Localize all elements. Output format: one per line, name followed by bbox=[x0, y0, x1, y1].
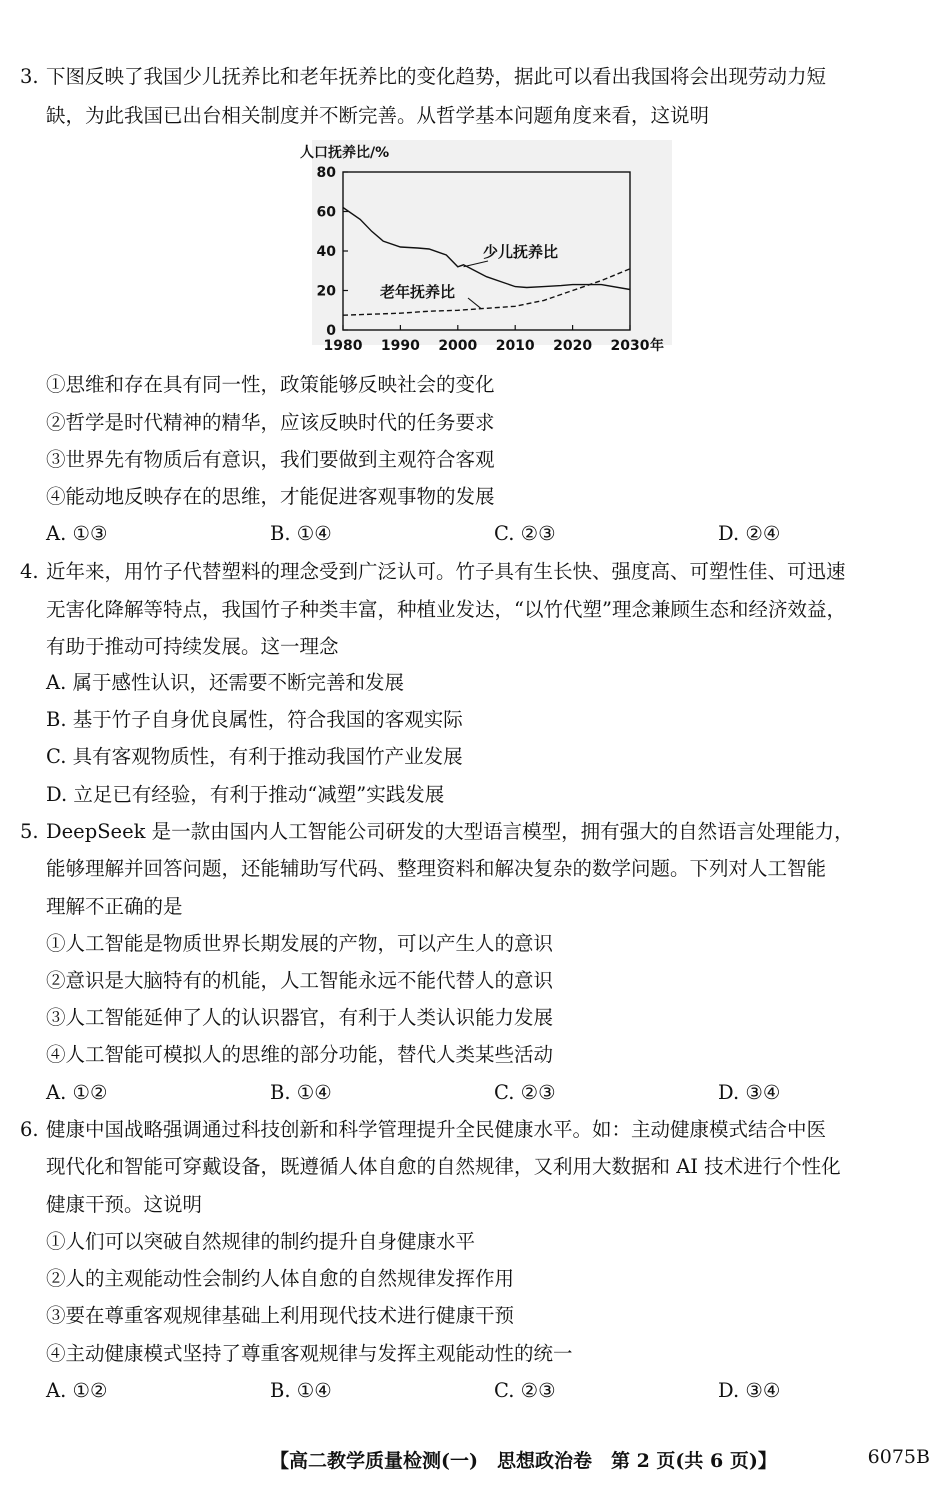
y-tick-label: 0 bbox=[326, 323, 336, 339]
statement-4: ④主动健康模式坚持了尊重客观规律与发挥主观能动性的统一 bbox=[46, 1342, 573, 1365]
statement-2: ②意识是大脑特有的机能，人工智能永远不能代替人的意识 bbox=[46, 969, 554, 992]
chart-svg bbox=[300, 140, 680, 368]
answer-options bbox=[46, 1378, 932, 1404]
option-b[interactable]: B. ①④ bbox=[270, 1379, 332, 1402]
x-tick-label: 1990 bbox=[380, 338, 420, 354]
statement-1: ①思维和存在具有同一性，政策能够反映社会的变化 bbox=[46, 373, 495, 396]
choice-a[interactable]: A. 属于感性认识，还需要不断完善和发展 bbox=[46, 671, 404, 694]
series-annotation-elderly: 老年抚养比 bbox=[380, 283, 456, 301]
option-d[interactable]: D. ③④ bbox=[718, 1081, 781, 1104]
question-stem-line: 近年来，用竹子代替塑料的理念受到广泛认可。竹子具有生长快、强度高、可塑性佳、可迅速 bbox=[46, 560, 846, 583]
answer-options bbox=[46, 521, 932, 547]
x-tick-label: 1980 bbox=[323, 338, 363, 354]
question-stem-line: 健康中国战略强调通过科技创新和科学管理提升全民健康水平。如：主动健康模式结合中医 bbox=[46, 1118, 827, 1141]
statement-1: ①人工智能是物质世界长期发展的产物，可以产生人的意识 bbox=[46, 932, 554, 955]
option-d[interactable]: D. ③④ bbox=[718, 1379, 781, 1402]
question-stem-line: 健康干预。这说明 bbox=[46, 1193, 203, 1216]
choice-d[interactable]: D. 立足已有经验，有利于推动“减塑”实践发展 bbox=[46, 783, 445, 806]
statement-4: ④能动地反映存在的思维，才能促进客观事物的发展 bbox=[46, 485, 495, 508]
footer-code: 6075B bbox=[867, 1446, 930, 1468]
option-a[interactable]: A. ①② bbox=[46, 1379, 108, 1402]
y-tick-label: 80 bbox=[316, 165, 336, 181]
question-number: 3. bbox=[20, 65, 39, 88]
y-tick-label: 20 bbox=[316, 283, 336, 300]
statement-1: ①人们可以突破自然规律的制约提升自身健康水平 bbox=[46, 1230, 476, 1253]
series-annotation-child: 少儿抚养比 bbox=[483, 243, 559, 261]
question-stem-line: 有助于推动可持续发展。这一理念 bbox=[46, 635, 339, 658]
question-stem-line: 现代化和智能可穿戴设备，既遵循人体自愈的自然规律，又利用大数据和 AI 技术进行个性化 bbox=[46, 1155, 841, 1178]
question-stem-line: 缺，为此我国已出台相关制度并不断完善。从哲学基本问题角度来看，这说明 bbox=[46, 104, 710, 127]
dependency-ratio-chart bbox=[300, 140, 680, 368]
option-c[interactable]: C. ②③ bbox=[494, 1379, 556, 1402]
option-c[interactable]: C. ②③ bbox=[494, 1081, 556, 1104]
page-footer bbox=[0, 1446, 950, 1476]
choice-b[interactable]: B. 基于竹子自身优良属性，符合我国的客观实际 bbox=[46, 708, 463, 731]
y-tick-label: 40 bbox=[316, 244, 336, 260]
option-a[interactable]: A. ①③ bbox=[46, 522, 108, 545]
option-a[interactable]: A. ①② bbox=[46, 1081, 108, 1104]
x-tick-label: 2010 bbox=[495, 338, 535, 354]
question-number: 5. bbox=[20, 820, 39, 843]
statement-2: ②哲学是时代精神的精华，应该反映时代的任务要求 bbox=[46, 411, 495, 434]
footer-title: 【高二教学质量检测(一) 思想政治卷 第 2 页(共 6 页)】 bbox=[270, 1450, 777, 1472]
statement-2: ②人的主观能动性会制约人体自愈的自然规律发挥作用 bbox=[46, 1267, 515, 1290]
option-b[interactable]: B. ①④ bbox=[270, 522, 332, 545]
option-d[interactable]: D. ②④ bbox=[718, 522, 781, 545]
x-tick-label: 2020 bbox=[553, 338, 593, 354]
x-axis-label: 年 bbox=[650, 338, 664, 354]
question-stem-line: 下图反映了我国少儿抚养比和老年抚养比的变化趋势，据此可以看出我国将会出现劳动力短 bbox=[46, 65, 827, 88]
x-tick-label: 2030 bbox=[610, 338, 650, 354]
answer-options bbox=[46, 1080, 932, 1106]
y-axis-label: 人口抚养比/% bbox=[300, 145, 390, 161]
question-stem-line: 能够理解并回答问题，还能辅助写代码、整理资料和解决复杂的数学问题。下列对人工智能 bbox=[46, 857, 827, 880]
question-stem-line: 理解不正确的是 bbox=[46, 895, 183, 918]
statement-3: ③要在尊重客观规律基础上利用现代技术进行健康干预 bbox=[46, 1304, 515, 1327]
choice-c[interactable]: C. 具有客观物质性，有利于推动我国竹产业发展 bbox=[46, 745, 463, 768]
y-tick-label: 60 bbox=[316, 204, 336, 221]
question-stem-line: DeepSeek 是一款由国内人工智能公司研发的大型语言模型，拥有强大的自然语言处理能力， bbox=[46, 820, 854, 843]
question-stem-line: 无害化降解等特点，我国竹子种类丰富，种植业发达，“以竹代塑”理念兼顾生态和经济效益， bbox=[46, 598, 846, 621]
question-number: 6. bbox=[20, 1118, 39, 1141]
statement-3: ③人工智能延伸了人的认识器官，有利于人类认识能力发展 bbox=[46, 1006, 554, 1029]
option-b[interactable]: B. ①④ bbox=[270, 1081, 332, 1104]
x-tick-label: 2000 bbox=[438, 338, 478, 354]
statement-4: ④人工智能可模拟人的思维的部分功能，替代人类某些活动 bbox=[46, 1043, 554, 1066]
option-c[interactable]: C. ②③ bbox=[494, 522, 556, 545]
question-number: 4. bbox=[20, 560, 39, 583]
statement-3: ③世界先有物质后有意识，我们要做到主观符合客观 bbox=[46, 448, 495, 471]
